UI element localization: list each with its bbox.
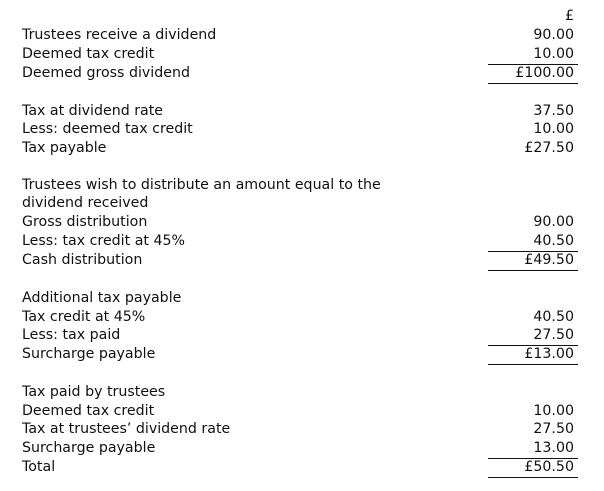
table-row xyxy=(22,420,578,439)
row-label: Less: tax paid xyxy=(22,327,121,343)
row-label: Cash distribution xyxy=(22,252,143,268)
row-label: Deemed tax credit xyxy=(22,46,155,62)
currency-header: £ xyxy=(564,8,574,24)
row-label: Tax at dividend rate xyxy=(22,103,164,119)
row-amount: 10.00 xyxy=(488,45,578,65)
table-row xyxy=(22,120,578,139)
row-amount: 37.50 xyxy=(533,103,574,119)
row-total-amount: £100.00 xyxy=(488,64,578,84)
row-label: Less: deemed tax credit xyxy=(22,121,193,137)
table-row xyxy=(22,402,578,421)
table-row xyxy=(22,194,578,213)
table-row xyxy=(22,345,578,364)
row-total-amount: £13.00 xyxy=(488,345,578,365)
row-amount: 90.00 xyxy=(533,27,574,43)
table-row xyxy=(22,64,578,83)
row-amount: 27.50 xyxy=(533,421,574,437)
row-label: Additional tax payable xyxy=(22,290,182,306)
table-row xyxy=(22,326,578,345)
row-label: Less: tax credit at 45% xyxy=(22,233,185,249)
row-label: dividend received xyxy=(22,195,149,211)
table-row xyxy=(22,26,578,45)
row-label: Gross distribution xyxy=(22,214,148,230)
row-label: Total xyxy=(22,459,56,475)
table-row xyxy=(22,45,578,64)
table-row xyxy=(22,251,578,270)
currency-header-row xyxy=(22,7,578,26)
row-label: Surcharge payable xyxy=(22,440,156,456)
table-row xyxy=(22,458,578,477)
table-row xyxy=(22,102,578,121)
table-row xyxy=(22,289,578,308)
row-total-amount: £27.50 xyxy=(524,140,574,156)
table-row xyxy=(22,176,578,195)
table-row xyxy=(22,232,578,251)
row-label: Tax paid by trustees xyxy=(22,384,166,400)
row-label: Deemed tax credit xyxy=(22,403,155,419)
row-amount: 10.00 xyxy=(533,121,574,137)
row-amount: 10.00 xyxy=(533,403,574,419)
row-amount: 27.50 xyxy=(488,326,578,346)
row-label: Surcharge payable xyxy=(22,346,156,362)
row-amount: 40.50 xyxy=(533,309,574,325)
row-amount: 13.00 xyxy=(488,439,578,459)
row-label: Deemed gross dividend xyxy=(22,65,190,81)
table-row xyxy=(22,139,578,158)
row-total-amount: £50.50 xyxy=(488,458,578,478)
row-amount: 90.00 xyxy=(533,214,574,230)
table-row xyxy=(22,308,578,327)
row-total-amount: £49.50 xyxy=(488,251,578,271)
table-row xyxy=(22,383,578,402)
row-label: Trustees receive a dividend xyxy=(22,27,217,43)
row-label: Tax payable xyxy=(22,140,107,156)
row-label: Trustees wish to distribute an amount equal to the xyxy=(22,177,381,193)
table-row xyxy=(22,439,578,458)
row-amount: 40.50 xyxy=(488,232,578,252)
table-row xyxy=(22,213,578,232)
row-label: Tax at trustees’ dividend rate xyxy=(22,421,231,437)
row-label: Tax credit at 45% xyxy=(22,309,146,325)
